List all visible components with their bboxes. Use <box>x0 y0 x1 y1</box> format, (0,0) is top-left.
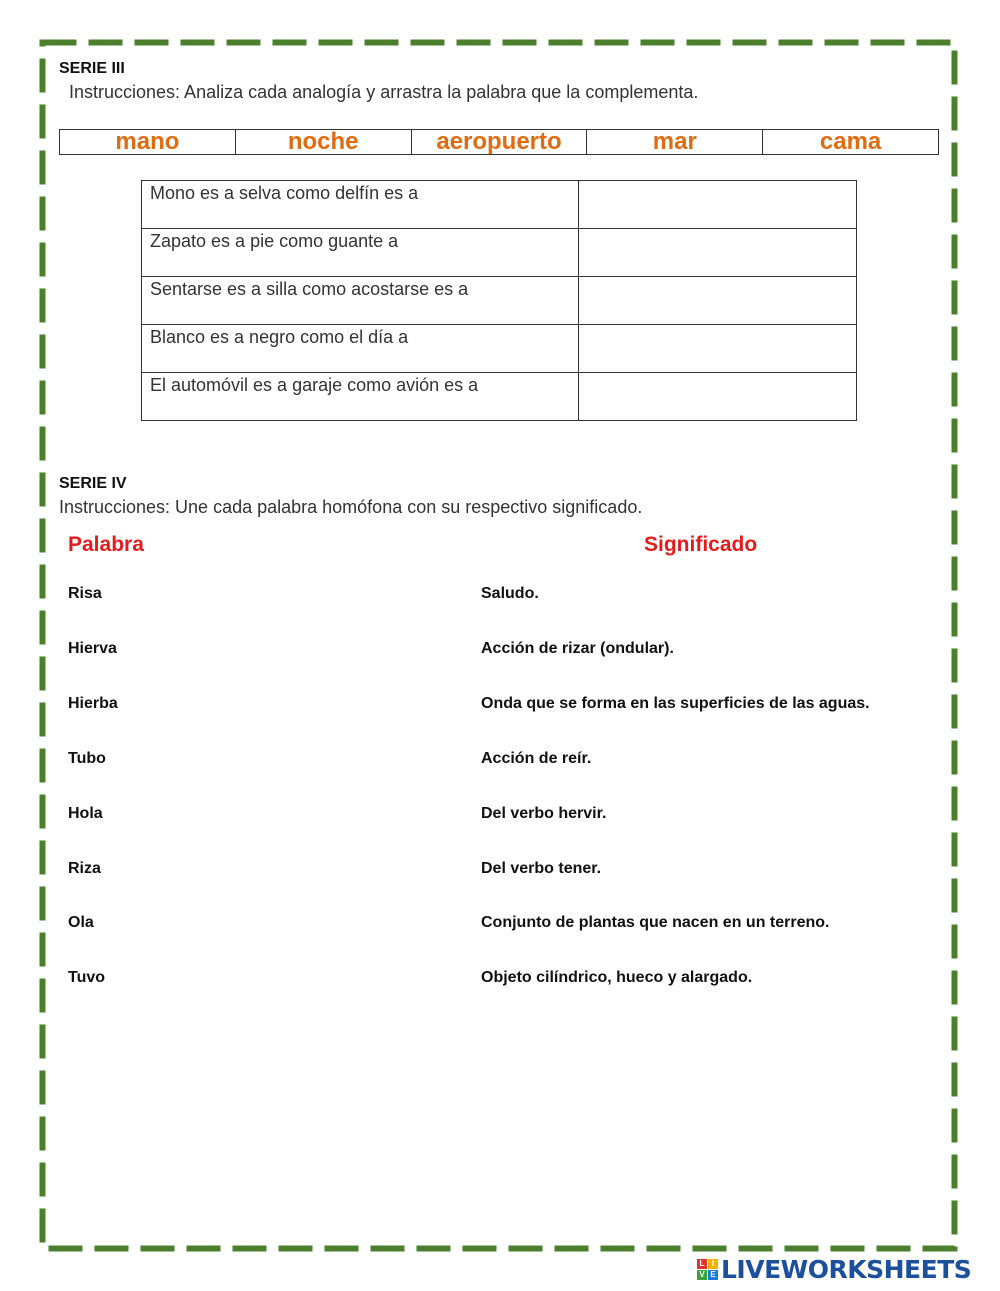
analogy-prompt: Sentarse es a silla como acostarse es a <box>142 277 579 325</box>
word-column-heading: Palabra <box>68 533 144 556</box>
meaning-item[interactable]: Del verbo hervir. <box>481 805 607 822</box>
analogy-table <box>141 180 857 421</box>
analogy-drop-zone[interactable] <box>579 229 857 277</box>
word-bank-item-mano[interactable]: mano <box>60 130 236 154</box>
meaning-item[interactable]: Acción de rizar (ondular). <box>481 640 674 657</box>
word-bank <box>59 129 939 155</box>
analogy-drop-zone[interactable] <box>579 277 857 325</box>
logo-mark-letter: I <box>708 1259 718 1269</box>
analogy-row <box>142 229 857 277</box>
meaning-item[interactable]: Saludo. <box>481 585 539 602</box>
meaning-item[interactable]: Del verbo tener. <box>481 860 602 877</box>
logo-mark-letter: E <box>708 1270 718 1280</box>
homophone-word-riza[interactable]: Riza <box>68 860 101 877</box>
word-bank-item-cama[interactable]: cama <box>819 128 882 155</box>
word-bank-item-mar[interactable]: mar <box>587 130 763 154</box>
homophone-word-ola[interactable]: Ola <box>68 914 94 931</box>
analogy-prompt: Zapato es a pie como guante a <box>142 229 579 277</box>
word-bank-item-noche[interactable]: noche <box>236 130 412 154</box>
liveworksheets-logo <box>697 1255 971 1284</box>
analogy-drop-zone[interactable] <box>579 325 857 373</box>
homophone-word-hierva[interactable]: Hierva <box>68 640 117 657</box>
logo-text: LIVEWORKSHEETS <box>721 1255 972 1284</box>
meaning-item[interactable]: Acción de reír. <box>481 750 592 767</box>
analogy-row <box>142 325 857 373</box>
analogy-row <box>142 373 857 421</box>
analogy-row <box>142 181 857 229</box>
homophone-word-hierba[interactable]: Hierba <box>68 695 118 712</box>
homophone-word-hola[interactable]: Hola <box>68 805 103 822</box>
meaning-item[interactable]: Conjunto de plantas que nacen en un terreno. <box>481 914 830 931</box>
word-bank-item-aeropuerto[interactable]: aeropuerto <box>412 130 588 154</box>
analogy-prompt: Blanco es a negro como el día a <box>142 325 579 373</box>
logo-mark-letter: V <box>697 1270 707 1280</box>
analogy-row <box>142 277 857 325</box>
serie3-instructions: Instrucciones: Analiza cada analogía y arrastra la palabra que la complementa. <box>69 82 699 102</box>
analogy-prompt: Mono es a selva como delfín es a <box>142 181 579 229</box>
meaning-column-heading: Significado <box>644 533 758 556</box>
meaning-item[interactable]: Objeto cilíndrico, hueco y alargado. <box>481 969 753 986</box>
analogy-prompt: El automóvil es a garaje como avión es a <box>142 373 579 421</box>
liveworksheets-logo-icon <box>697 1259 718 1280</box>
homophone-word-tubo[interactable]: Tubo <box>68 750 106 767</box>
analogy-drop-zone[interactable] <box>579 373 857 421</box>
analogy-drop-zone[interactable] <box>579 181 857 229</box>
serie4-title: SERIE IV <box>59 475 127 492</box>
homophone-word-tuvo[interactable]: Tuvo <box>68 969 106 986</box>
serie4-instructions: Instrucciones: Une cada palabra homófona con su respectivo significado. <box>59 497 643 517</box>
homophone-word-risa[interactable]: Risa <box>68 585 102 602</box>
serie3-title: SERIE III <box>59 60 125 77</box>
meaning-item[interactable]: Onda que se forma en las superficies de las aguas. <box>481 695 870 712</box>
logo-mark-letter: L <box>697 1259 707 1269</box>
